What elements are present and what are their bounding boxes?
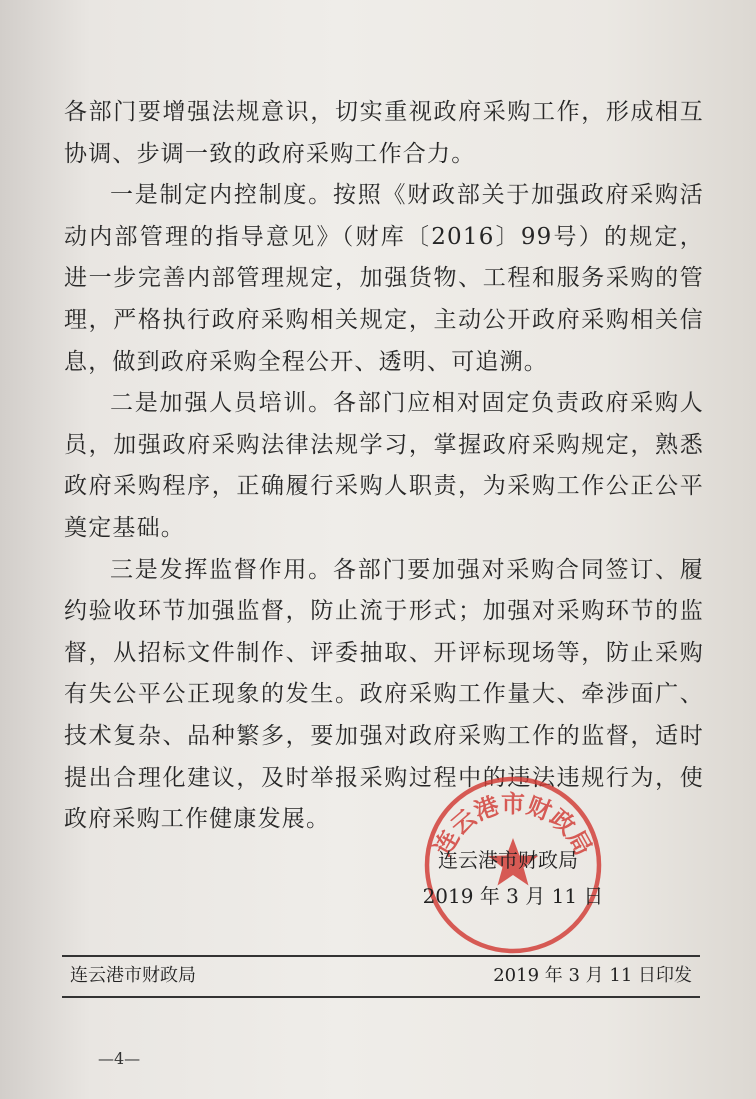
seal-arc-text: 连云港市财政局 [428,790,598,861]
signature-date: 2019 年 3 月 11 日 [422,884,604,908]
signature-org: 连云港市财政局 [438,848,578,872]
footer-issuer: 连云港市财政局 [70,965,196,986]
body-text [64,92,704,841]
footer-issue-date: 2019 年 3 月 11 日印发 [493,965,692,986]
paragraph-supervision: 三是发挥监督作用。各部门要加强对采购合同签订、履约验收环节加强监督，防止流于形式；加强对采购环节的监督，从招标文件制作、评委抽取、开评标现场等，防止采购有失公平公正现象的发生。政府采购工作量大、牵涉面广、技术复杂、品种繁多，要加强对政府采购工作的监督，适时提出合理化建议，及时举报采购过程中的违法违规行为，使政府采购工作健康发展。 [64,556,704,833]
paragraph-internal-control: 一是制定内控制度。按照《财政部关于加强政府采购活动内部管理的指导意见》（财库〔2016〕99号）的规定，进一步完善内部管理规定，加强货物、工程和服务采购的管理，严格执行政府采购相关规定，主动公开政府采购相关信息，做到政府采购全程公开、透明、可追溯。 [64,182,704,375]
paragraph-staff-training: 二是加强人员培训。各部门应相对固定负责政府采购人员，加强政府采购法律法规学习，掌握政府采购规定，熟悉政府采购程序，正确履行采购人职责，为采购工作公正公平奠定基础。 [64,390,704,541]
footer-issue-row [70,959,692,993]
page-number: —4— [98,1049,141,1068]
signature-block [408,842,608,914]
footer-bottom-rule [62,996,700,998]
paragraph-intro: 各部门要增强法规意识，切实重视政府采购工作，形成相互协调、步调一致的政府采购工作合力。 [64,99,704,167]
